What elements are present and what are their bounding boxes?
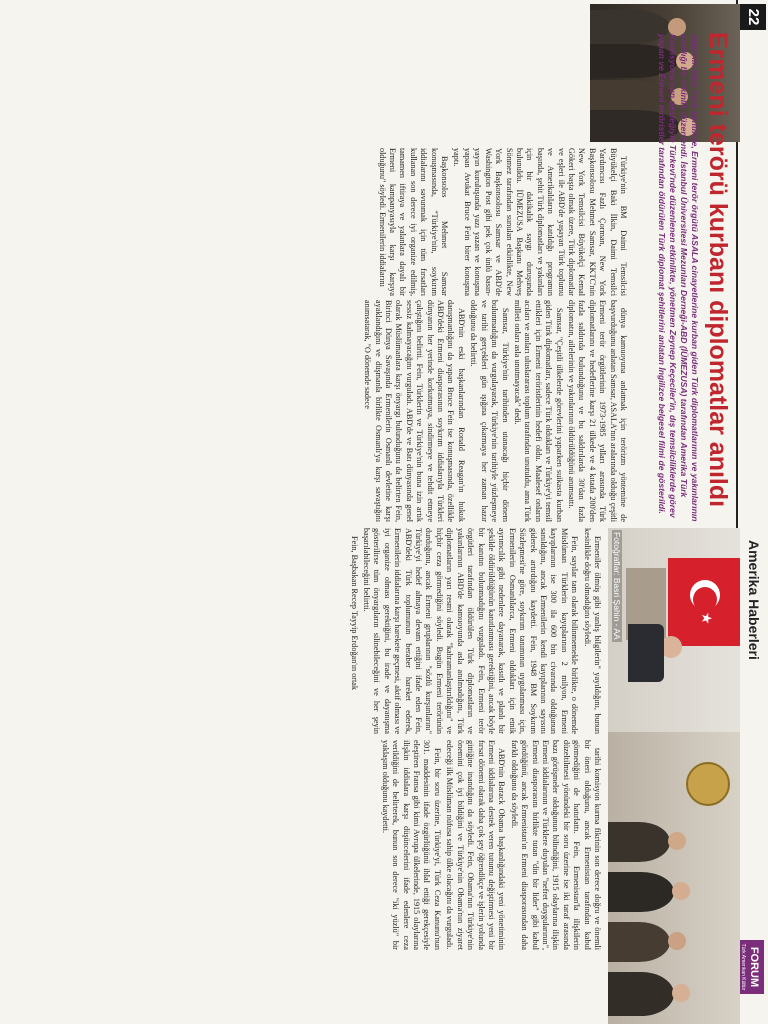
paragraph: Samsar, Türkiye'nin tarihinden utanacağı hiçbir dönem bulunmadığını da vurgulayarak, Türkiye'nin tarihiyle yüzleşmeye ve tarihi gerçekleri gün ışığına çıkarmaya her zaman hazır olduğunu da belirtti. (469, 300, 510, 522)
article-lead: ABD'nin New York kentinde, Ermeni terör örgütü ASALA cinayetlerine kurban giden Türk diplomatlarının ve yakınlarının anıldığı bir etkinlik düzenlendi. İstanbul Üniversitesi Mezunları Derneği-ABD (İÜMEZUSA) tarafından Amerika Türk Koalisyonu'nun desteğiyle Türkevi'nde düzenlenen etkinlikte, yönetmen Zeynep Keçeciler'in, dış temsilciliklerde görev yapan ve Ermeni teröristler tarafından öldürülen Türk diplomat şehitlerini anlatan İngilizce belgesel filmi de gösterildi. (657, 34, 700, 522)
section-title: Amerika Haberleri (746, 540, 762, 660)
paragraph: Ermeniler ölmüş gibi yanlış bilgilerin" yayıldığını, bunun kesinlikle doğru olmadığını söyledi. (582, 528, 602, 734)
paragraph: ABD'nin eski başkanlarından Ronald Reagan'ın hukuk danışmanlığını da yapan Bruce Fein ise konuşmasında, özellikle ABD'deki Ermeni diasporasının soykırım iddialarıyla Türkleri dünyanın her yerinde korkutmaya, sindirmeye ve tehdit etmeye çalıştığını belirtti. Fein, Türklerin ve Türkiye'nin buna izin artık sessiz kalmayacağını vurguladı. ABD'de ve Batı dünyasında genel olarak Müslümanlara karşı önyargı bulunduğunu da belirten Fein, Birinci Dünya Savaşında Ermenilerin Osmanlı devletine karşı ayaklandığını ve düşmanla birlikte Osmanlı'ya karşı savaştığını anımsatarak, "O dönemde sadece (363, 300, 466, 522)
article-column-4 (6, 740, 602, 950)
paragraph: ABD'nin Barack Obama başkanlığındaki yeni yönetiminin Ermeni iddialarına destek veren tutumu değiştirmesi yeni bir fırsat dönemi olarak daha çok şey öğrendikçe ve işlerin yolunda gittiğine inandığını da söyledi. Fein, Obama'nın Türkiye'nin önemini çok iyi bildiğini ve Türkiye'nin Obama'nın ziyaret edeceği ilk Müslüman nüfusa sahip ülke olacağını da vurguladı. (445, 740, 507, 950)
article-column-3 (6, 528, 602, 734)
paragraph: tarihi komisyon kurma fikrinin son derece doğru ve önemli bir öneri olduğunu, ancak Ermenistan tarafından kabul görmediğini de hatırlattı. Fein, Ermenistan'la ilişkilerin düzeltilmesi yönündeki bir soru üzerine ise iki taraf arasında bazı görüşmeler olduğunun bilindiğini, 1915 olaylarına ilişkin Ermeni iddialarının ve Türklere duyulan "nefret duygularının", Ermeni diasporasını birlikte tutan "din bir lider" gibi kabul gördüğünü, ancak Ermenistan'ın Ermeni diasporasından daha farklı olduğunu da söyledi. (509, 740, 602, 950)
paragraph: Başkonsolos Mehmet Samsar konuşmasında, "Türkiye'nin, soykırım iddialarını savunmak için tüm fırsatları kullanan son derece iyi organize edilmiş, tamamen iftiraya ve yalanlara dayalı bir Ermeni kampanyasıyla karşı karşıya olduğunu" söyledi. Ermenilerin iddialarını (377, 148, 450, 296)
article-column-2 (8, 300, 628, 522)
paragraph: Fein, Başbakan Recep Tayyip Erdoğan'ın ortak (349, 536, 359, 690)
photo-panel (608, 732, 740, 1024)
article-title: Ermeni terörü kurbanı diplomatlar anıldı (704, 32, 732, 508)
forum-logo (736, 940, 764, 994)
paragraph: Fein, sayılar tam olarak bilinmemekle birlikte, o dönemde Müslüman Türklerin kayıplarının 2 milyon, Ermeni kayıplarının ise 300 ila 600 bin civarında olduğunun sanıldığını, ancak Ermenilerin kendi kayıplarının sayısını giderek artırdığını kaydetti. Fein, 1948 BM Soykırım Sözleşmesi'ne göre, soykırım tanımının uygulanması için, Ermenilerin Osmanlılarca, Ermeni oldukları için etnik ayrımcılık gibi nedenlere dayanarak, kasıtlı ve planlı bir şekilde öldürüldüğünün kanıtlanması gerektiğini, ancak böyle bir kanıtın bulunmadığını vurguladı. Fein, Ermeni terör örgütleri tarafından öldürülen Türk diplomatların ve yakınlarının ABD'de kamuoyunda asla anılmadığını, Türk diplomatların yarı resmi olarak "kahramanlaştırıldığını" ve hiçbir ceza görmediğini söyledi. Bugün Ermeni terörünün durduğunu, ancak Ermeni gruplarının "sözlü kurşunlarını" Türkiye'yi hedef almaya devam ettiğini ifade eden Fein, ABD'deki Türk toplumunun beraber hareket ederek, Ermenilerin iddialarına karşı harekete geçmesi, aktif olması ve iyi organize olması gerektiğini, bu irade ve dayanışma gösterilirse tüm önyargıların silinebileceğini ve her şeyin başarılabileceğini belirtti. (362, 528, 580, 734)
article-column-1 (8, 148, 628, 296)
paragraph: Samsar, "Çeşitli ülkelerde görevlerini yaparken suikasta kurban giden Türk diplomatları, sadece Türk oldukları ve Türkiye'yi temsil ettikleri için Ermeni teröristlerinin hedefi oldu. Maalesef onların acıları ve anıları uluslararası toplum tarafından unutuldu, ama Türk milleti onları asla unutmayacak" dedi. (512, 300, 564, 522)
turkish-flag-icon: ★ (668, 558, 740, 646)
paragraph: Fein, bir soru üzerine, Türkiye'yi, Türk Ceza Kanunu'nun 301. maddesinin ifade özgürlüğünü ihlal ettiği gerekçesiyle eleştiren Fransa gibi kimi Avrupa ülkelerinde, 1915 olaylarına ilişkin iddialara karşı düşüncelerini ifade edenlere ceza verildiğini de belirterek, bunun son derece "iki yüzlü" bir yaklaşım olduğunu kaydetti. (380, 740, 442, 950)
emblem-icon (686, 762, 730, 806)
paragraph: dünya kamuoyuna anlatmak için terörizm yöntemine de başvurduğunu anlatan Samsar, ASALA'nın aralarında olduğu çeşitli Ermeni terör örgütlerinin 1973-1985 yılları arasında Türk diplomatlarını ve hedeflerine karşı 21 ülkede ve 4 kıtada 200'den fazla saldırıda bulunduğunu ve bu saldırılarda 30'dan fazla diplomatın, ailelerinin ve yakınlarının öldürüldüğünü anımsattı. (566, 300, 628, 522)
photo-caption: Fotoğraflar: Basri Şahin - AA (612, 532, 622, 640)
paragraph: Türkiye'nin BM Daimi Temsilcisi Büyükelçi Baki İlkin, Daimi Temsilci Yardımcısı Fazlı Çorman, New York Başkonsolosu Mehmet Samsar, KKTC'nin New York Temsilcisi Büyükelçi Kemal Gökeri başta olmak üzere, Türk diplomatlar ve eşleri ile ABD'de yaşayan Türk toplumu ve Amerikalıların katıldığı programın başında, şehit Türk diplomatları ve yakınları için bir dakikalık saygı duruşunda bulunuldu. İÜMEZUSA Başkanı Mehveş Sönmez tarafından sunulan etkinlikte, New York Başkonsolosu Samsar ve ABD'de Washington Post gibi pek çok ünlü basın-yayın kuruluşunda yazı yazan ve konuşma yapan Avukat Bruce Fein birer konuşma yaptı. (452, 148, 628, 296)
page-number: 22 (740, 4, 766, 30)
forum-logo-subtext: Türk Amerikan Kültür (740, 943, 746, 991)
forum-logo-text: FORUM (748, 946, 760, 988)
page-header (736, 0, 768, 1024)
